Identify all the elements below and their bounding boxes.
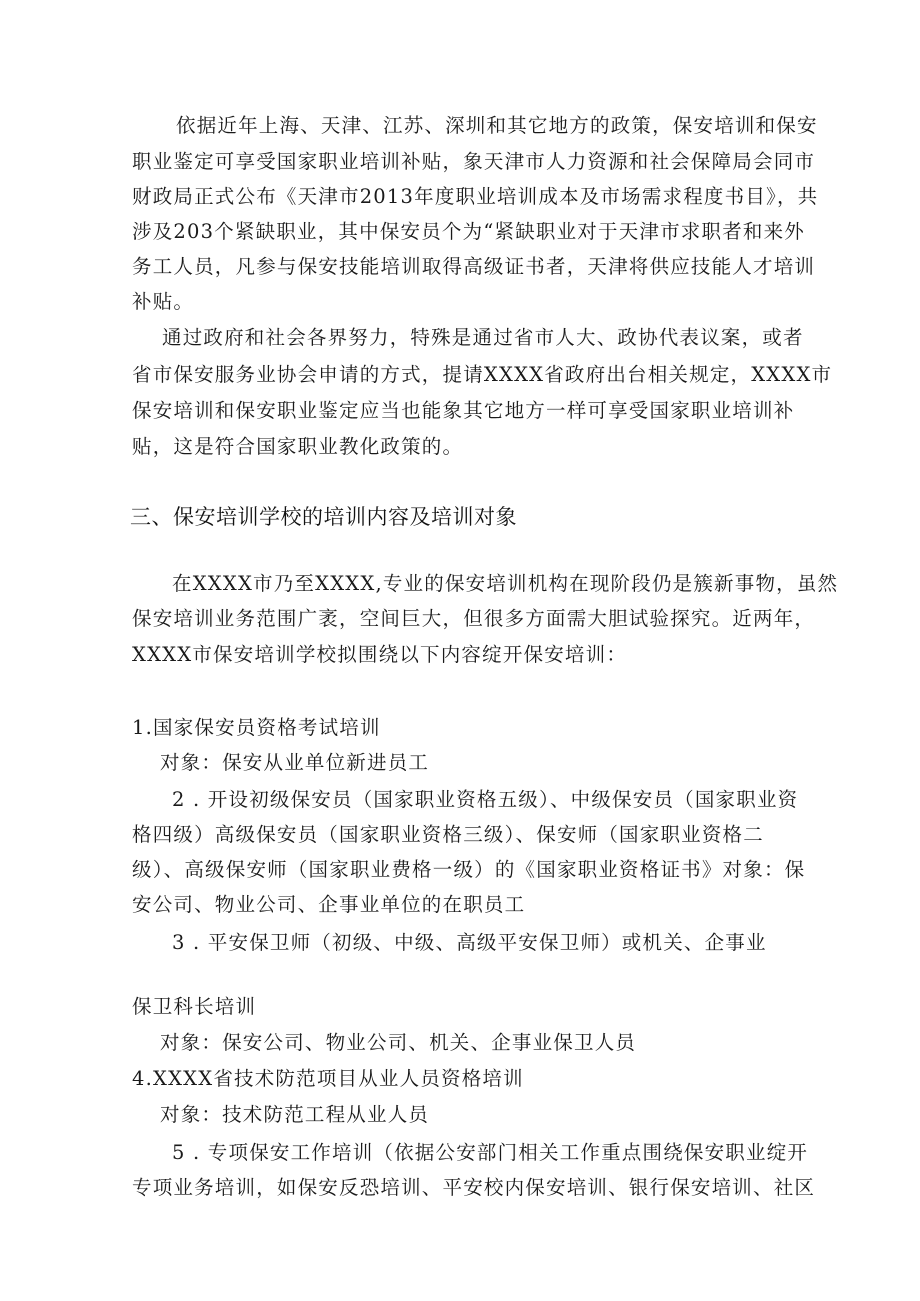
paragraph-2-line-1: 通过政府和社会各界努力，特殊是通过省市人大、政协代表议案，或者 <box>162 326 804 349</box>
item-2-line-1: 2 . 开设初级保安员（国家职业资格五级）、中级保安员（国家职业资 <box>172 788 799 811</box>
paragraph-3-line-2: 保安培训业务范围广袤，空间巨大，但很多方面需大胆试验探究。近两年， <box>132 607 816 630</box>
item-2-line-4: 安公司、物业公司、企事业单位的在职员工 <box>132 893 526 916</box>
paragraph-1-line-4: 涉及203个紧缺职业，其中保安员个为“紧缺职业对于天津市求职者和来外 <box>132 220 805 243</box>
paragraph-1-line-1: 依据近年上海、天津、江苏、深圳和其它地方的政策，保安培训和保安 <box>176 114 818 137</box>
paragraph-2-line-3: 保安培训和保安职业鉴定应当也能象其它地方一样可享受国家职业培训补 <box>132 399 795 422</box>
item-4-title: 4.XXXX省技术防范项目从业人员资格培训 <box>132 1067 524 1090</box>
item-1-title: 1.国家保安员资格考试培训 <box>132 716 381 739</box>
paragraph-2-line-4: 贴，这是符合国家职业教化政策的。 <box>132 435 464 458</box>
item-5-line-1: 5 . 专项保安工作培训（依据公安部门相关工作重点围绕保安职业绽开 <box>172 1141 809 1164</box>
paragraph-1-line-6: 补贴。 <box>132 290 195 313</box>
item-1-target: 对象：保安从业单位新进员工 <box>160 751 430 774</box>
item-5-line-2: 专项业务培训，如保安反恐培训、平安校内保安培训、银行保安培训、社区 <box>132 1176 816 1199</box>
item-3-line-1: 3 . 平安保卫师（初级、中级、高级平安保卫师）或机关、企事业 <box>172 931 767 954</box>
paragraph-3-line-3: XXXX市保安培训学校拟围绕以下内容绽开保安培训： <box>132 643 628 666</box>
paragraph-1-line-5: 务工人员，凡参与保安技能培训取得高级证书者，天津将供应技能人才培训 <box>132 255 816 278</box>
paragraph-1-line-2: 职业鉴定可享受国家职业培训补贴，象天津市人力资源和社会保障局会同市 <box>132 150 816 173</box>
section-heading: 三、保安培训学校的培训内容及培训对象 <box>130 505 517 529</box>
item-4-target: 对象：技术防范工程从业人员 <box>160 1103 430 1126</box>
item-2-line-2: 格四级）高级保安员（国家职业资格三级）、保安师（国家职业资格二 <box>132 823 764 846</box>
item-3-line-2: 保卫科长培训 <box>132 995 257 1018</box>
paragraph-2-line-2: 省市保安服务业协会申请的方式，提请XXXX省政府出台相关规定，XXXX市 <box>132 363 833 386</box>
item-2-line-3: 级）、高级保安师（国家职业费格一级）的《国家职业资格证书》对象：保 <box>132 858 806 881</box>
paragraph-3-line-1: 在XXXX市乃至XXXX,专业的保安培训机构在现阶段仍是簇新事物，虽然 <box>172 572 839 595</box>
item-3-target: 对象：保安公司、物业公司、机关、企事业保卫人员 <box>160 1031 637 1054</box>
paragraph-1-line-3: 财政局正式公布《天津市2013年度职业培训成本及市场需求程度书目》，共 <box>132 185 819 208</box>
